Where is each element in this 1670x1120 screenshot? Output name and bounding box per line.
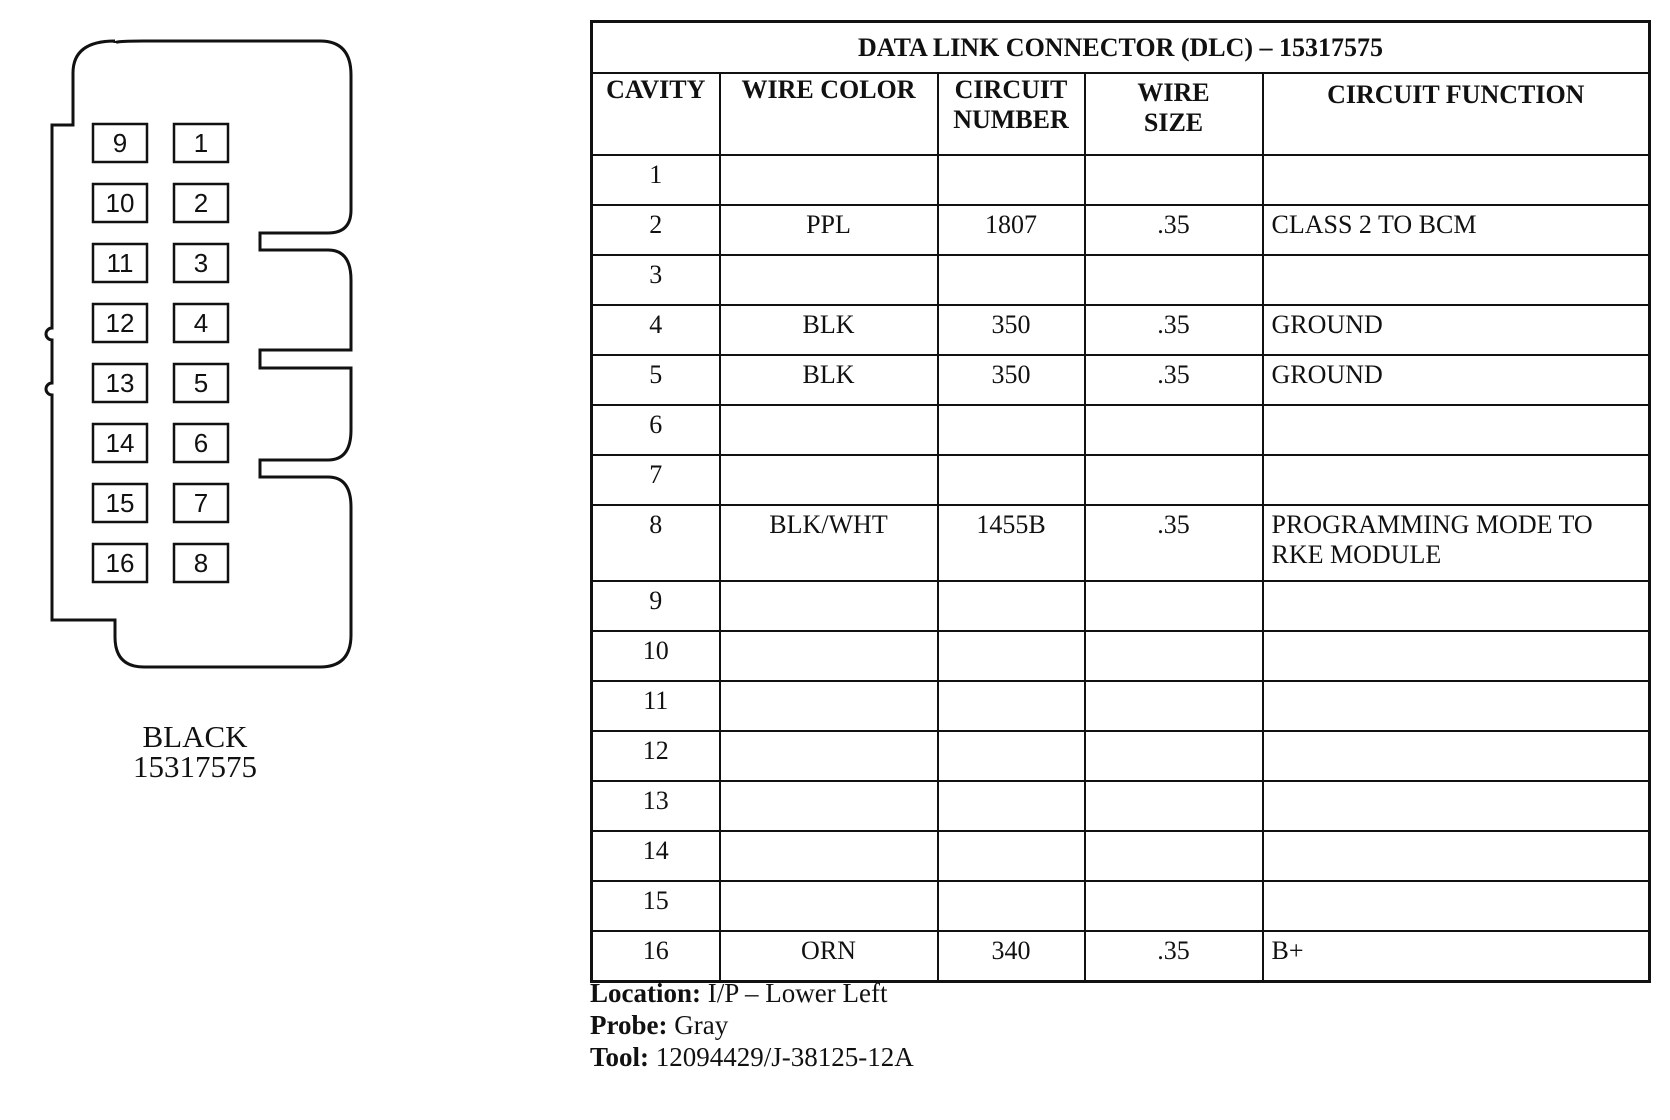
connector-part-number: 15317575	[133, 749, 257, 784]
cell-wire-color: BLK/WHT	[720, 505, 938, 581]
table-row	[592, 681, 1650, 731]
cell-wire-size	[1085, 881, 1263, 931]
table-row	[592, 405, 1650, 455]
cell-cavity: 6	[592, 405, 720, 455]
pin-number: 13	[105, 368, 135, 398]
table-row	[592, 205, 1650, 255]
cell-wire-color: BLK	[720, 305, 938, 355]
cell-cavity: 15	[592, 881, 720, 931]
cell-cavity: 16	[592, 931, 720, 982]
cell-cavity: 3	[592, 255, 720, 305]
cell-wire-color	[720, 681, 938, 731]
cell-wire-color	[720, 581, 938, 631]
cell-wire-size	[1085, 455, 1263, 505]
cell-wire-size	[1085, 631, 1263, 681]
cell-circuit-number	[938, 681, 1085, 731]
cell-wire-color	[720, 455, 938, 505]
cell-cavity: 11	[592, 681, 720, 731]
cell-wire-size: .35	[1085, 931, 1263, 982]
cell-circuit-number	[938, 405, 1085, 455]
pin-number: 2	[193, 188, 209, 218]
tool-value: 12094429/J-38125-12A	[655, 1042, 914, 1072]
cell-circuit-function	[1263, 631, 1650, 681]
table-title: DATA LINK CONNECTOR (DLC) – 15317575	[592, 22, 1650, 74]
cell-wire-size: .35	[1085, 205, 1263, 255]
cell-circuit-number	[938, 455, 1085, 505]
cell-wire-size	[1085, 781, 1263, 831]
cell-circuit-function	[1263, 581, 1650, 631]
cell-wire-size: .35	[1085, 355, 1263, 405]
pin-number: 15	[105, 488, 135, 518]
table-row	[592, 455, 1650, 505]
header-wire-color: WIRE COLOR	[720, 73, 938, 155]
cell-wire-color	[720, 255, 938, 305]
cell-circuit-function: GROUND	[1263, 305, 1650, 355]
cell-wire-size	[1085, 255, 1263, 305]
cell-circuit-number: 340	[938, 931, 1085, 982]
cell-circuit-number	[938, 881, 1085, 931]
cell-wire-size	[1085, 731, 1263, 781]
cell-circuit-number: 350	[938, 355, 1085, 405]
cell-circuit-number	[938, 631, 1085, 681]
cell-cavity: 14	[592, 831, 720, 881]
pin-number: 6	[193, 428, 209, 458]
cell-circuit-function	[1263, 455, 1650, 505]
table-row	[592, 355, 1650, 405]
table-row	[592, 581, 1650, 631]
cell-circuit-function: GROUND	[1263, 355, 1650, 405]
location-line	[590, 977, 914, 1009]
table-body	[592, 155, 1650, 982]
table-row	[592, 255, 1650, 305]
cell-cavity: 9	[592, 581, 720, 631]
cell-circuit-number	[938, 581, 1085, 631]
table-row	[592, 931, 1650, 982]
tool-line	[590, 1041, 914, 1073]
connector-color-label: BLACK	[142, 719, 248, 754]
table-row	[592, 831, 1650, 881]
cell-wire-size: .35	[1085, 505, 1263, 581]
cell-circuit-function	[1263, 405, 1650, 455]
cell-wire-color	[720, 731, 938, 781]
cell-circuit-number	[938, 731, 1085, 781]
cell-circuit-number: 1455B	[938, 505, 1085, 581]
cell-circuit-function: CLASS 2 TO BCM	[1263, 205, 1650, 255]
cell-wire-size	[1085, 831, 1263, 881]
pin-number: 3	[193, 248, 209, 278]
connector-pin-grid	[93, 124, 228, 582]
tool-label: Tool:	[590, 1042, 650, 1072]
pin-number: 12	[105, 308, 135, 338]
cell-wire-size	[1085, 405, 1263, 455]
connector-caption	[60, 719, 330, 784]
cell-cavity: 12	[592, 731, 720, 781]
pin-number: 1	[193, 128, 209, 158]
cell-cavity: 13	[592, 781, 720, 831]
table-row	[592, 731, 1650, 781]
pin-number: 11	[106, 248, 134, 278]
header-circuit-function: CIRCUIT FUNCTION	[1263, 73, 1650, 155]
probe-label: Probe:	[590, 1010, 668, 1040]
cell-wire-color	[720, 781, 938, 831]
cell-circuit-function: PROGRAMMING MODE TO RKE MODULE	[1263, 505, 1650, 581]
cell-cavity: 2	[592, 205, 720, 255]
cell-wire-color: BLK	[720, 355, 938, 405]
cell-circuit-number: 1807	[938, 205, 1085, 255]
probe-value: Gray	[674, 1010, 729, 1040]
pin-number: 8	[193, 548, 209, 578]
cell-circuit-number: 350	[938, 305, 1085, 355]
cell-circuit-function	[1263, 831, 1650, 881]
cell-cavity: 7	[592, 455, 720, 505]
pin-number: 4	[193, 308, 209, 338]
location-label: Location:	[590, 978, 701, 1008]
cell-wire-color	[720, 631, 938, 681]
cell-circuit-number	[938, 831, 1085, 881]
connector-face-diagram	[40, 35, 370, 675]
table-row	[592, 305, 1650, 355]
connector-info	[590, 977, 914, 1073]
cell-circuit-number	[938, 781, 1085, 831]
cell-circuit-function	[1263, 881, 1650, 931]
header-wire-size: WIRE SIZE	[1085, 73, 1263, 155]
header-cavity: CAVITY	[592, 73, 720, 155]
cell-circuit-function	[1263, 255, 1650, 305]
cell-wire-color	[720, 405, 938, 455]
pin-number: 5	[193, 368, 209, 398]
header-circuit-number: CIRCUIT NUMBER	[938, 73, 1085, 155]
cell-wire-color	[720, 155, 938, 205]
pin-number: 10	[105, 188, 135, 218]
cell-cavity: 1	[592, 155, 720, 205]
cell-cavity: 8	[592, 505, 720, 581]
table-row	[592, 631, 1650, 681]
table-row	[592, 881, 1650, 931]
cell-circuit-function	[1263, 731, 1650, 781]
cell-circuit-function: B+	[1263, 931, 1650, 982]
cell-wire-color: PPL	[720, 205, 938, 255]
cell-wire-size: .35	[1085, 305, 1263, 355]
cell-circuit-function	[1263, 681, 1650, 731]
dlc-pinout-table	[590, 20, 1651, 983]
pin-number: 14	[105, 428, 135, 458]
cell-circuit-number	[938, 155, 1085, 205]
cell-wire-color: ORN	[720, 931, 938, 982]
table-row	[592, 155, 1650, 205]
cell-circuit-function	[1263, 155, 1650, 205]
table-row	[592, 781, 1650, 831]
pin-number: 7	[193, 488, 209, 518]
cell-circuit-number	[938, 255, 1085, 305]
cell-wire-color	[720, 831, 938, 881]
pin-number: 16	[105, 548, 135, 578]
cell-circuit-function	[1263, 781, 1650, 831]
cell-wire-color	[720, 881, 938, 931]
table-row	[592, 505, 1650, 581]
cell-cavity: 5	[592, 355, 720, 405]
location-value: I/P – Lower Left	[707, 978, 888, 1008]
cell-cavity: 10	[592, 631, 720, 681]
cell-wire-size	[1085, 681, 1263, 731]
cell-cavity: 4	[592, 305, 720, 355]
cell-wire-size	[1085, 581, 1263, 631]
pin-number: 9	[112, 128, 128, 158]
probe-line	[590, 1009, 914, 1041]
cell-wire-size	[1085, 155, 1263, 205]
